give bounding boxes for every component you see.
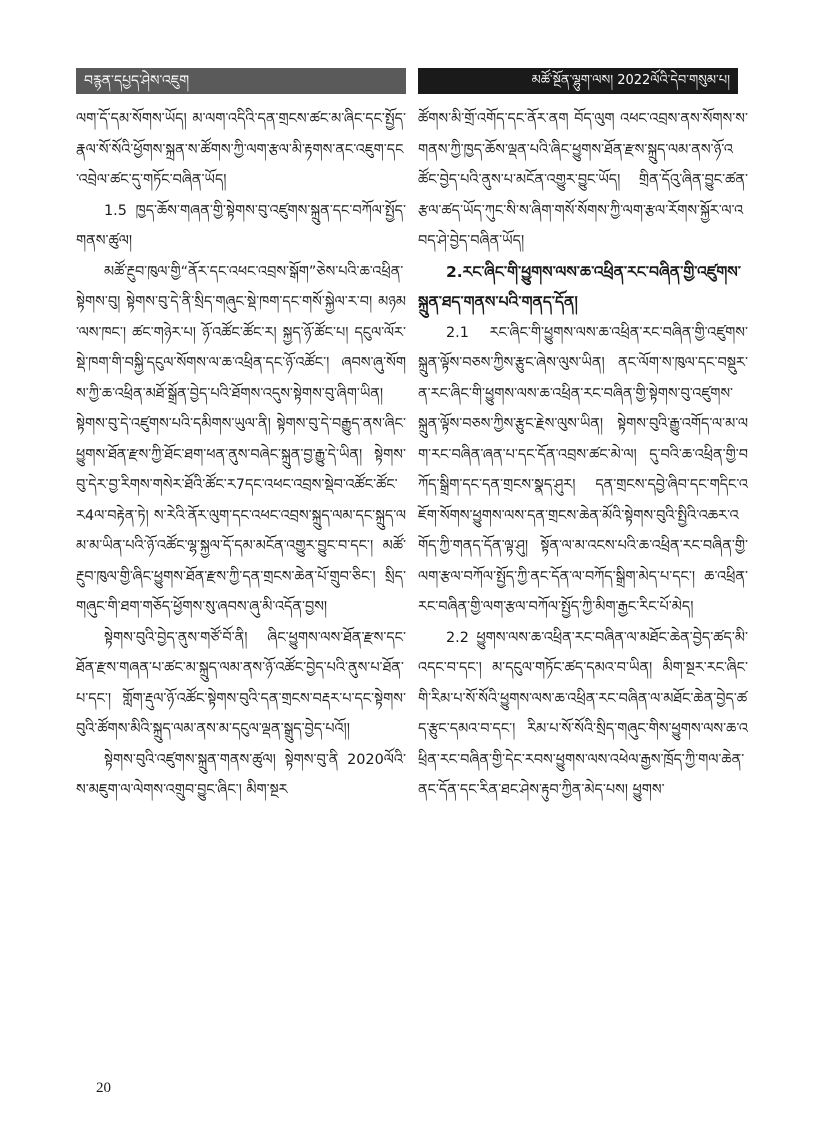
left-paragraph-4: སྟེགས་བུའི་འཛུགས་སྐྲུན་གནས་ཚུལ། སྟེགས་བུ་ནི 2020ལོའི་ས་མཇུག་ལ་ལེགས་འགྲུབ་བྱུང་ཞིང་། མིག་སྔར [76,751,406,798]
right-paragraph-2-1: 2.1 རང་ཞིང་གི་ཕྱུགས་ལས་ཆ་འཕྲིན་རང་བཞིན་གྱི་འཛུགས་སྐྲུན་ལྟོས་བཅས་ཀྱིས་རྩུང་ཞེས་ལུས་ཡིན། ནང་ལོག་ས་ཁུལ་དང་བསྡུར་ན་རང་ཞིང་གི་ཕྱུགས་ལས་ཆ་འཕྲིན་རང་བཞིན་གྱི་སྟེགས་བུ་འཛུགས་སྐྲུན་ལྟོས་བཅས་ཀྱིས་རྩུང་རྗེས་ལུས་ཡིན། སྟེགས་བུའི་རྒྱུ་འགོད་ལ་མ་ལག་རང་བཞིན་ཞན་པ་དང་དོན་འབྲས་ཚང་མེ་ལ། དུ་བའི་ཆ་འཕྲིན་གྱི་བཀོད་སྒྲིག་དང་དན་གྲངས་སྣད་ཤུར། དན་གྲངས་དབྱེ་ཞིབ་དང་གདིང་འཇོག་སོགས་ཕྱུགས་ལས་དན་གྲངས་ཆེན་མོའི་སྟེགས་བུའི་སྤྱིའི་འཆར་འགོད་ཀྱི་གནད་དོན་ལྟ་ཤུ། སྟོན་ལ་མ་འངས་པའི་ཆ་འཕྲིན་རང་བཞིན་གྱི་ལག་རྩལ་བཀོལ་སྤྱོད་ཀྱི་ནང་དོན་ལ་བཀོད་སྒྲིག་མེད་པ་དང་། ཆ་འཕྲིན་རང་བཞིན་གྱི་ལག་རྩལ་བཀོལ་སྤྱོད་ཀྱི་མིག་རྒྱང་རིང་པོ་མེད། [418,324,748,615]
page-number: 20 [96,1080,111,1096]
section-heading-1-5: 1.5 ཁྱད་ཆོས་གཞན་གྱི་སྟེགས་བུ་འཛུགས་སྐྲུན་དང་བཀོལ་སྤྱོད་གནས་ཚུལ། [76,202,406,249]
journal-issue-header: མཚོ་སྔོན་ལྷུག་ལས། 2022ལོའི་དེབ་གསུམ་པ། [418,68,738,94]
left-paragraph-3: སྟེགས་བུའི་བྱེད་ནུས་གཙོ་བོ་ནི། ཞིང་ཕྱུགས་ལས་ཐོན་རྫས་དང་ཐོན་རྫས་གཞན་པ་ཚང་མ་སྐྲུད་ལམ་ནས་ཉོ་འཚོང་བྱེད་པའི་ནུས་པ་ཐོན་པ་དང་། གློག་རྡུལ་ཉོ་འཚོང་སྟེགས་བུའི་དན་གྲངས་བརྡར་པ་དང་སྟེགས་བུའི་ཚོགས་མིའི་སྐྲུད་ལམ་ནས་མ་དངུལ་ལྡན་སྒྲུད་བྱེད་པའོ།། [76,629,406,737]
right-paragraph-1: ཚོགས་མི་གྲོ་འགོད་དང་ནོར་ནག བོད་ལུག འཕང་འབྲས་ནས་སོགས་ས་གནས་ཀྱི་ཁྱད་ཆོས་ལྡན་པའི་ཞིང་ཕྱུགས་ཐོན་རྫས་སྐྲུད་ལམ་ནས་ཉོ་འཚོང་བྱེད་པའི་ནུས་པ་མངོན་འགྱུར་བྱུང་ཡོད། གྲིན་དོའུ་ཞིན་བྱུང་ཚན་རྩལ་ཚད་ཡོད་ཀུང་སི་ས་ཞིག་གསོ་སོགས་ཀྱི་ལག་རྩལ་རོགས་སྐྱོར་ལ་འབད་ཤེ་བྱེད་བཞིན་ཡོད། [418,111,748,249]
right-column [418,104,748,806]
left-paragraph-2: མཚོ་རྔུབ་ཁུལ་གྱི“ནོར་དང་འཕང་འབྲས་སྒོག”ཅེས་པའི་ཆ་འཕྲིན་སྟེགས་བུ། སྟེགས་བུ་དེ་ནི་སྲིད་གཞུང་སྡེ་ཁག་དང་གསོ་སྐྱེལ་ར་བ། མཉམ་ལས་ཁང་། ཚང་གཉེར་པ། ཉོ་འཚོང་ཚོང་ར། སྐྱད་ཉོ་ཚོང་པ། དངུལ་ལོར་སྡེ་ཁག་གི་བསྐྱི་དངུལ་སོགས་ལ་ཆ་འཕྲིན་དང་ཉོ་འཚོང་། ཞབས་ཞུ་སོགས་ཀྱི་ཆ་འཕྲིན་མཐོ་སྒྲོན་བྱེད་པའི་ཐོགས་འདུས་སྟེགས་བུ་ཞིག་ཡིན། སྟེགས་བུ་དེ་འཛུགས་པའི་དམིགས་ཡུལ་ནི། སྟེགས་བུ་དེ་བརྒྱུད་ནས་ཞིང་ཕྱུགས་ཐོན་རྫས་ཀྱི་ཐོང་ཐག་ཕན་ནུས་བཞེང་སྐྲུན་བྱ་རྒྱུ་དེ་ཡིན། སྟེགས་བུ་དེར་བྱ་རིགས་གསེར་ཐོའི་ཚོང་ར7དང་འཕང་འབྲས་སྡེབ་འཚོང་ཚོང་ར4ལ་བརྟེན་ཏེ། ས་རེའི་ནོར་ལུག་དང་འཕང་འབྲས་སྐྲུད་ལམ་དང་སྐྲུད་ལམ་མ་ཡིན་པའི་ཉོ་འཚོང་ལྷ་སྐྱལ་དོ་དམ་མངོན་འགྱུར་བྱུང་བ་དང་། མཚོ་རྔུབ་ཁུལ་གྱི་ཞིང་ཕྱུགས་ཐོན་རྫས་ཀྱི་དན་གྲངས་ཆེན་པོ་གྲུབ་ཅིང་། སྲིད་གཞུང་གི་ཐག་གཅོད་ཕྱོགས་སུ་ཞབས་ཞུ་མི་འདོན་བྱས། [76,263,406,615]
journal-section-header: བརྙན་དཔྱད་ཤེས་འཇུག [76,68,406,94]
left-column [76,104,406,806]
section-heading-2: 2.རང་ཞིང་གི་ཕྱུགས་ལས་ཆ་འཕྲིན་རང་བཞིན་གྱི་འཛུགས་སྐྲུན་ཐད་གནས་པའི་གནད་དོན། [418,262,741,311]
left-paragraph-1: ལག་དོ་དམ་སོགས་ཡོད། མ་ལག་འདིའི་དན་གྲངས་ཚང་མ་ཞིང་དང་སྤྱོད་རྣལ་སོ་སོའི་ཕྱོགས་སྐྲན་ས་ཚོགས་ཀྱི་ལག་རྩལ་མི་རྟགས་ནང་འཇུག་དང་འབྲེལ་ཚང་དུ་གཏོང་བཞིན་ཡོད། [76,111,406,188]
right-paragraph-2-2: 2.2 ཕྱུགས་ལས་ཆ་འཕྲིན་རང་བཞིན་ལ་མཐོང་ཆེན་བྱེད་ཚད་མི་འདང་བ་དང་། མ་དངུལ་གཏོང་ཚད་དམའ་བ་ཡིན། མིག་སྔར་རང་ཞིང་གི་རིམ་པ་སོ་སོའི་ཕྱུགས་ལས་ཆ་འཕྲིན་རང་བཞིན་ལ་མཐོང་ཆེན་བྱེད་ཚད་རྩུང་དམའ་བ་དང་། རིམ་པ་སོ་སོའི་སྲིད་གཞུང་གིས་ཕྱུགས་ལས་ཆ་འཕྲིན་རང་བཞིན་གྱི་དེང་རབས་ཕྱུགས་ལས་འཕེལ་རྒྱས་ཁྲོད་ཀྱི་གལ་ཆེན་ནང་དོན་དང་རིན་ཐང་ཤེས་རྟུབ་ཀྱིན་མེད་པས། ཕྱུགས་ [418,629,748,798]
